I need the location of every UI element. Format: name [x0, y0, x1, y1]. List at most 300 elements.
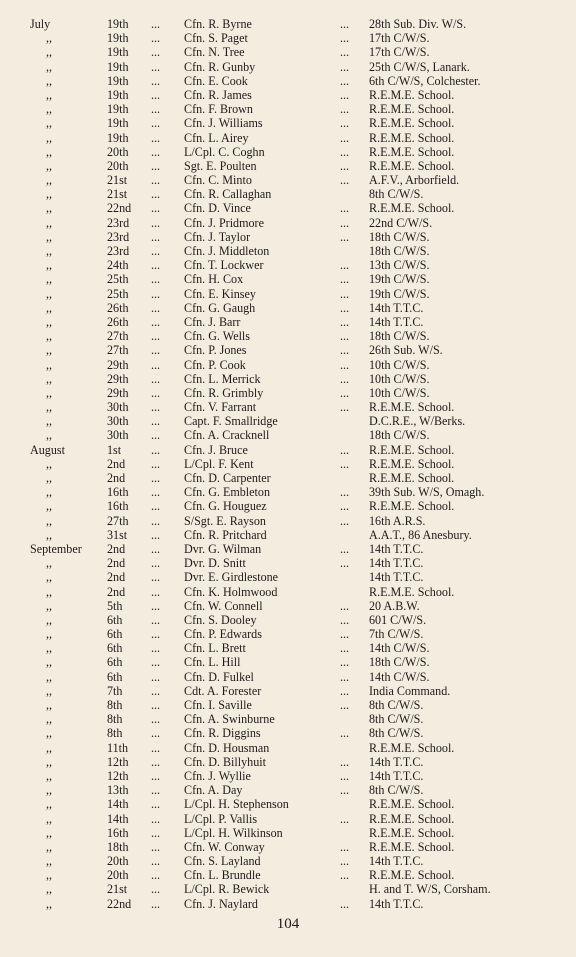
posting-row	[0, 414, 576, 428]
day-cell: 21st	[107, 882, 128, 897]
posting-row	[0, 287, 576, 301]
leader-dots: ...	[340, 683, 350, 698]
leader-dots: ...	[340, 31, 350, 46]
leader-dots: ...	[151, 768, 161, 783]
name-cell: L/Cpl. H. Stephenson	[184, 797, 289, 812]
month-cell: July	[30, 17, 51, 31]
name-cell: Cfn. J. Wyllie	[184, 768, 251, 783]
leader-dots: ...	[340, 300, 350, 315]
day-cell: 25th	[107, 286, 129, 301]
name-cell: Cfn. W. Connell	[184, 598, 263, 613]
leader-dots: ...	[151, 215, 161, 230]
posting-row	[0, 712, 576, 726]
day-cell: 6th	[107, 627, 123, 642]
unit-cell: 14th C/W/S.	[369, 641, 430, 656]
unit-cell: R.E.M.E. School.	[369, 825, 455, 840]
page-number: 104	[276, 916, 300, 932]
unit-cell: 22nd C/W/S.	[369, 215, 433, 230]
unit-cell: 8th C/W/S.	[369, 726, 424, 741]
leader-dots: ...	[151, 229, 161, 244]
day-cell: 26th	[107, 300, 129, 315]
posting-row	[0, 670, 576, 684]
month-cell: ,,	[46, 31, 53, 46]
month-cell: ,,	[46, 868, 53, 883]
posting-row	[0, 358, 576, 372]
leader-dots: ...	[340, 201, 350, 216]
leader-dots: ...	[151, 641, 161, 656]
month-cell: ,,	[46, 244, 53, 258]
leader-dots: ...	[151, 59, 161, 74]
leader-dots: ...	[151, 584, 161, 599]
leader-dots: ...	[151, 371, 161, 386]
unit-cell: A.A.T., 86 Anesbury.	[369, 527, 472, 542]
unit-cell: 14th T.T.C.	[369, 896, 424, 911]
name-cell: Cfn. R. Gunby	[184, 59, 256, 74]
day-cell: 6th	[107, 655, 123, 670]
posting-row	[0, 116, 576, 130]
unit-cell: 18th C/W/S.	[369, 244, 430, 258]
month-cell: ,,	[46, 471, 53, 485]
leader-dots: ...	[340, 59, 350, 74]
leader-dots: ...	[151, 839, 161, 854]
posting-row	[0, 741, 576, 755]
unit-cell: 18th C/W/S.	[369, 428, 430, 443]
leader-dots: ...	[340, 768, 350, 783]
name-cell: Cfn. G. Gaugh	[184, 300, 256, 315]
day-cell: 7th	[107, 683, 123, 698]
leader-dots: ...	[151, 612, 161, 627]
leader-dots: ...	[151, 854, 161, 869]
leader-dots: ...	[151, 783, 161, 798]
month-cell: ,,	[46, 187, 53, 202]
posting-row	[0, 31, 576, 45]
name-cell: Cfn. A. Day	[184, 783, 243, 798]
day-cell: 2nd	[107, 471, 126, 485]
unit-cell: 10th C/W/S.	[369, 385, 430, 400]
month-cell: ,,	[46, 272, 53, 287]
month-cell: ,,	[46, 371, 53, 386]
month-cell: ,,	[46, 740, 53, 755]
unit-cell: R.E.M.E. School.	[369, 400, 455, 415]
posting-row	[0, 173, 576, 187]
month-cell: ,,	[46, 641, 53, 656]
posting-row	[0, 542, 576, 556]
day-cell: 19th	[107, 87, 129, 102]
leader-dots: ...	[151, 400, 161, 415]
month-cell: ,,	[46, 400, 53, 415]
posting-row	[0, 684, 576, 698]
day-cell: 29th	[107, 371, 129, 386]
leader-dots: ...	[340, 73, 350, 88]
posting-row	[0, 868, 576, 882]
leader-dots: ...	[151, 868, 161, 883]
name-cell: Cfn. L. Brundle	[184, 868, 261, 883]
unit-cell: R.E.M.E. School.	[369, 499, 455, 514]
leader-dots: ...	[340, 896, 350, 911]
month-cell: ,,	[46, 726, 53, 741]
leader-dots: ...	[340, 854, 350, 869]
leader-dots: ...	[340, 17, 350, 31]
unit-cell: 13th C/W/S.	[369, 258, 430, 273]
day-cell: 23rd	[107, 229, 130, 244]
unit-cell: 14th T.T.C.	[369, 768, 424, 783]
leader-dots: ...	[151, 385, 161, 400]
unit-cell: R.E.M.E. School.	[369, 868, 455, 883]
unit-cell: 14th T.T.C.	[369, 754, 424, 769]
month-cell: ,,	[46, 683, 53, 698]
month-cell: August	[30, 442, 65, 457]
month-cell: ,,	[46, 598, 53, 613]
leader-dots: ...	[151, 428, 161, 443]
posting-row	[0, 882, 576, 896]
posting-list	[0, 17, 576, 911]
month-cell: ,,	[46, 45, 53, 60]
leader-dots: ...	[151, 527, 161, 542]
unit-cell: 19th C/W/S.	[369, 272, 430, 287]
month-cell: ,,	[46, 825, 53, 840]
leader-dots: ...	[340, 357, 350, 372]
leader-dots: ...	[340, 499, 350, 514]
name-cell: Cfn. G. Houguez	[184, 499, 267, 514]
name-cell: Cfn. J. Pridmore	[184, 215, 264, 230]
leader-dots: ...	[340, 45, 350, 60]
name-cell: Cfn. W. Conway	[184, 839, 265, 854]
unit-cell: R.E.M.E. School.	[369, 201, 455, 216]
unit-cell: R.E.M.E. School.	[369, 471, 455, 485]
leader-dots: ...	[151, 513, 161, 528]
month-cell: ,,	[46, 87, 53, 102]
leader-dots: ...	[151, 173, 161, 188]
unit-cell: R.E.M.E. School.	[369, 839, 455, 854]
unit-cell: 14th C/W/S.	[369, 669, 430, 684]
unit-cell: 10th C/W/S.	[369, 357, 430, 372]
leader-dots: ...	[340, 456, 350, 471]
month-cell: ,,	[46, 627, 53, 642]
day-cell: 19th	[107, 116, 129, 131]
posting-row	[0, 499, 576, 513]
posting-row	[0, 272, 576, 286]
day-cell: 19th	[107, 102, 129, 117]
unit-cell: R.E.M.E. School.	[369, 102, 455, 117]
day-cell: 19th	[107, 31, 129, 46]
posting-row	[0, 840, 576, 854]
unit-cell: 14th T.T.C.	[369, 854, 424, 869]
unit-cell: 14th T.T.C.	[369, 300, 424, 315]
posting-row	[0, 641, 576, 655]
posting-row	[0, 88, 576, 102]
unit-cell: R.E.M.E. School.	[369, 87, 455, 102]
leader-dots: ...	[151, 740, 161, 755]
name-cell: Cfn. D. Housman	[184, 740, 270, 755]
day-cell: 20th	[107, 158, 129, 173]
unit-cell: 14th T.T.C.	[369, 314, 424, 329]
leader-dots: ...	[340, 485, 350, 500]
name-cell: L/Cpl. F. Kent	[184, 456, 254, 471]
leader-dots: ...	[340, 371, 350, 386]
unit-cell: 8th C/W/S.	[369, 187, 424, 202]
leader-dots: ...	[340, 400, 350, 415]
leader-dots: ...	[340, 641, 350, 656]
leader-dots: ...	[340, 229, 350, 244]
name-cell: Dvr. G. Wilman	[184, 541, 262, 556]
leader-dots: ...	[340, 783, 350, 798]
day-cell: 19th	[107, 45, 129, 60]
leader-dots: ...	[151, 414, 161, 429]
name-cell: Cfn. L. Merrick	[184, 371, 261, 386]
leader-dots: ...	[340, 385, 350, 400]
day-cell: 19th	[107, 73, 129, 88]
name-cell: Capt. F. Smallridge	[184, 414, 278, 429]
month-cell: ,,	[46, 158, 53, 173]
leader-dots: ...	[340, 258, 350, 273]
unit-cell: 17th C/W/S.	[369, 45, 430, 60]
leader-dots: ...	[340, 612, 350, 627]
leader-dots: ...	[340, 627, 350, 642]
month-cell: ,,	[46, 428, 53, 443]
month-cell: ,,	[46, 527, 53, 542]
day-cell: 2nd	[107, 541, 126, 556]
leader-dots: ...	[340, 442, 350, 457]
leader-dots: ...	[151, 17, 161, 31]
day-cell: 8th	[107, 698, 123, 712]
unit-cell: 16th A.R.S.	[369, 513, 426, 528]
leader-dots: ...	[340, 314, 350, 329]
month-cell: ,,	[46, 485, 53, 500]
day-cell: 19th	[107, 17, 129, 31]
posting-row	[0, 812, 576, 826]
unit-cell: D.C.R.E., W/Berks.	[369, 414, 466, 429]
name-cell: Cfn. J. Williams	[184, 116, 263, 131]
day-cell: 31st	[107, 527, 128, 542]
unit-cell: R.E.M.E. School.	[369, 442, 455, 457]
leader-dots: ...	[340, 513, 350, 528]
posting-row	[0, 797, 576, 811]
leader-dots: ...	[151, 286, 161, 301]
posting-row	[0, 755, 576, 769]
day-cell: 21st	[107, 173, 128, 188]
month-cell: ,,	[46, 854, 53, 869]
posting-row	[0, 698, 576, 712]
name-cell: Cfn. G. Wells	[184, 329, 250, 344]
unit-cell: 601 C/W/S.	[369, 612, 427, 627]
name-cell: Cfn. T. Lockwer	[184, 258, 264, 273]
month-cell: ,,	[46, 130, 53, 145]
month-cell: ,,	[46, 286, 53, 301]
day-cell: 6th	[107, 612, 123, 627]
leader-dots: ...	[151, 896, 161, 911]
posting-row	[0, 528, 576, 542]
posting-row	[0, 471, 576, 485]
leader-dots: ...	[151, 471, 161, 485]
name-cell: Sgt. E. Poulten	[184, 158, 257, 173]
leader-dots: ...	[151, 598, 161, 613]
month-cell: ,,	[46, 768, 53, 783]
leader-dots: ...	[151, 669, 161, 684]
unit-cell: 28th Sub. Div. W/S.	[369, 17, 467, 31]
leader-dots: ...	[151, 442, 161, 457]
leader-dots: ...	[151, 31, 161, 46]
month-cell: ,,	[46, 201, 53, 216]
leader-dots: ...	[151, 882, 161, 897]
month-cell: ,,	[46, 797, 53, 812]
day-cell: 30th	[107, 414, 129, 429]
leader-dots: ...	[151, 698, 161, 712]
posting-row	[0, 244, 576, 258]
leader-dots: ...	[340, 215, 350, 230]
posting-row	[0, 854, 576, 868]
day-cell: 29th	[107, 385, 129, 400]
day-cell: 19th	[107, 130, 129, 145]
month-cell: ,,	[46, 712, 53, 727]
month-cell: ,,	[46, 896, 53, 911]
leader-dots: ...	[151, 116, 161, 131]
name-cell: Cfn. D. Billyhuit	[184, 754, 266, 769]
posting-row	[0, 570, 576, 584]
posting-row	[0, 216, 576, 230]
month-cell: ,,	[46, 414, 53, 429]
name-cell: Cfn. J. Middleton	[184, 244, 270, 258]
name-cell: Cfn. R. Diggins	[184, 726, 261, 741]
leader-dots: ...	[340, 655, 350, 670]
leader-dots: ...	[151, 712, 161, 727]
leader-dots: ...	[340, 839, 350, 854]
name-cell: L/Cpl. H. Wilkinson	[184, 825, 283, 840]
posting-row	[0, 329, 576, 343]
day-cell: 8th	[107, 726, 123, 741]
day-cell: 20th	[107, 854, 129, 869]
name-cell: Cfn. J. Taylor	[184, 229, 251, 244]
month-cell: ,,	[46, 385, 53, 400]
posting-row	[0, 457, 576, 471]
leader-dots: ...	[151, 754, 161, 769]
day-cell: 2nd	[107, 456, 126, 471]
posting-row	[0, 386, 576, 400]
unit-cell: A.F.V., Arborfield.	[369, 173, 460, 188]
leader-dots: ...	[340, 158, 350, 173]
leader-dots: ...	[340, 868, 350, 883]
name-cell: Cfn. R. Pritchard	[184, 527, 267, 542]
leader-dots: ...	[151, 329, 161, 344]
leader-dots: ...	[340, 811, 350, 826]
leader-dots: ...	[340, 87, 350, 102]
posting-row	[0, 74, 576, 88]
leader-dots: ...	[151, 300, 161, 315]
unit-cell: R.E.M.E. School.	[369, 740, 455, 755]
leader-dots: ...	[340, 556, 350, 571]
name-cell: Cfn. C. Minto	[184, 173, 252, 188]
posting-row	[0, 627, 576, 641]
name-cell: Cfn. S. Dooley	[184, 612, 257, 627]
unit-cell: 26th Sub. W/S.	[369, 343, 443, 358]
name-cell: Cfn. P. Jones	[184, 343, 247, 358]
unit-cell: H. and T. W/S, Corsham.	[369, 882, 491, 897]
month-cell: ,,	[46, 584, 53, 599]
posting-row	[0, 45, 576, 59]
name-cell: Cfn. J. Naylard	[184, 896, 258, 911]
day-cell: 19th	[107, 59, 129, 74]
name-cell: Cfn. L. Brett	[184, 641, 246, 656]
leader-dots: ...	[340, 343, 350, 358]
month-cell: ,,	[46, 215, 53, 230]
leader-dots: ...	[151, 357, 161, 372]
name-cell: Cfn. L. Hill	[184, 655, 241, 670]
day-cell: 16th	[107, 499, 129, 514]
unit-cell: R.E.M.E. School.	[369, 130, 455, 145]
name-cell: Cfn. E. Cook	[184, 73, 248, 88]
unit-cell: 8th C/W/S.	[369, 712, 424, 727]
day-cell: 12th	[107, 754, 129, 769]
unit-cell: R.E.M.E. School.	[369, 158, 455, 173]
leader-dots: ...	[151, 627, 161, 642]
unit-cell: 39th Sub. W/S, Omagh.	[369, 485, 485, 500]
posting-row	[0, 826, 576, 840]
posting-row	[0, 372, 576, 386]
day-cell: 8th	[107, 712, 123, 727]
unit-cell: R.E.M.E. School.	[369, 144, 455, 159]
posting-row	[0, 145, 576, 159]
leader-dots: ...	[151, 187, 161, 202]
unit-cell: 10th C/W/S.	[369, 371, 430, 386]
name-cell: Cdt. A. Forester	[184, 683, 262, 698]
day-cell: 2nd	[107, 570, 126, 585]
leader-dots: ...	[340, 286, 350, 301]
name-cell: Cfn. I. Saville	[184, 698, 252, 712]
name-cell: Cfn. D. Vince	[184, 201, 251, 216]
month-cell: ,,	[46, 754, 53, 769]
posting-row	[0, 783, 576, 797]
unit-cell: 19th C/W/S.	[369, 286, 430, 301]
leader-dots: ...	[340, 173, 350, 188]
day-cell: 1st	[107, 442, 122, 457]
unit-cell: 25th C/W/S, Lanark.	[369, 59, 470, 74]
leader-dots: ...	[340, 116, 350, 131]
posting-row	[0, 201, 576, 215]
name-cell: L/Cpl. C. Coghn	[184, 144, 265, 159]
month-cell: ,,	[46, 258, 53, 273]
name-cell: Cfn. G. Embleton	[184, 485, 270, 500]
day-cell: 29th	[107, 357, 129, 372]
day-cell: 14th	[107, 797, 129, 812]
leader-dots: ...	[340, 726, 350, 741]
month-cell: ,,	[46, 300, 53, 315]
name-cell: Cfn. P. Cook	[184, 357, 246, 372]
day-cell: 20th	[107, 868, 129, 883]
name-cell: Cfn. S. Paget	[184, 31, 248, 46]
day-cell: 11th	[107, 740, 129, 755]
leader-dots: ...	[151, 541, 161, 556]
day-cell: 30th	[107, 400, 129, 415]
month-cell: ,,	[46, 59, 53, 74]
posting-row	[0, 159, 576, 173]
month-cell: ,,	[46, 612, 53, 627]
day-cell: 18th	[107, 839, 129, 854]
leader-dots: ...	[151, 201, 161, 216]
day-cell: 26th	[107, 314, 129, 329]
unit-cell: 14th T.T.C.	[369, 556, 424, 571]
month-cell: ,,	[46, 229, 53, 244]
name-cell: Dvr. E. Girdlestone	[184, 570, 279, 585]
month-cell: ,,	[46, 343, 53, 358]
day-cell: 16th	[107, 485, 129, 500]
unit-cell: 7th C/W/S.	[369, 627, 424, 642]
leader-dots: ...	[340, 272, 350, 287]
month-cell: ,,	[46, 698, 53, 712]
month-cell: ,,	[46, 456, 53, 471]
posting-row	[0, 556, 576, 570]
leader-dots: ...	[340, 754, 350, 769]
name-cell: Cfn. E. Kinsey	[184, 286, 256, 301]
posting-row	[0, 258, 576, 272]
